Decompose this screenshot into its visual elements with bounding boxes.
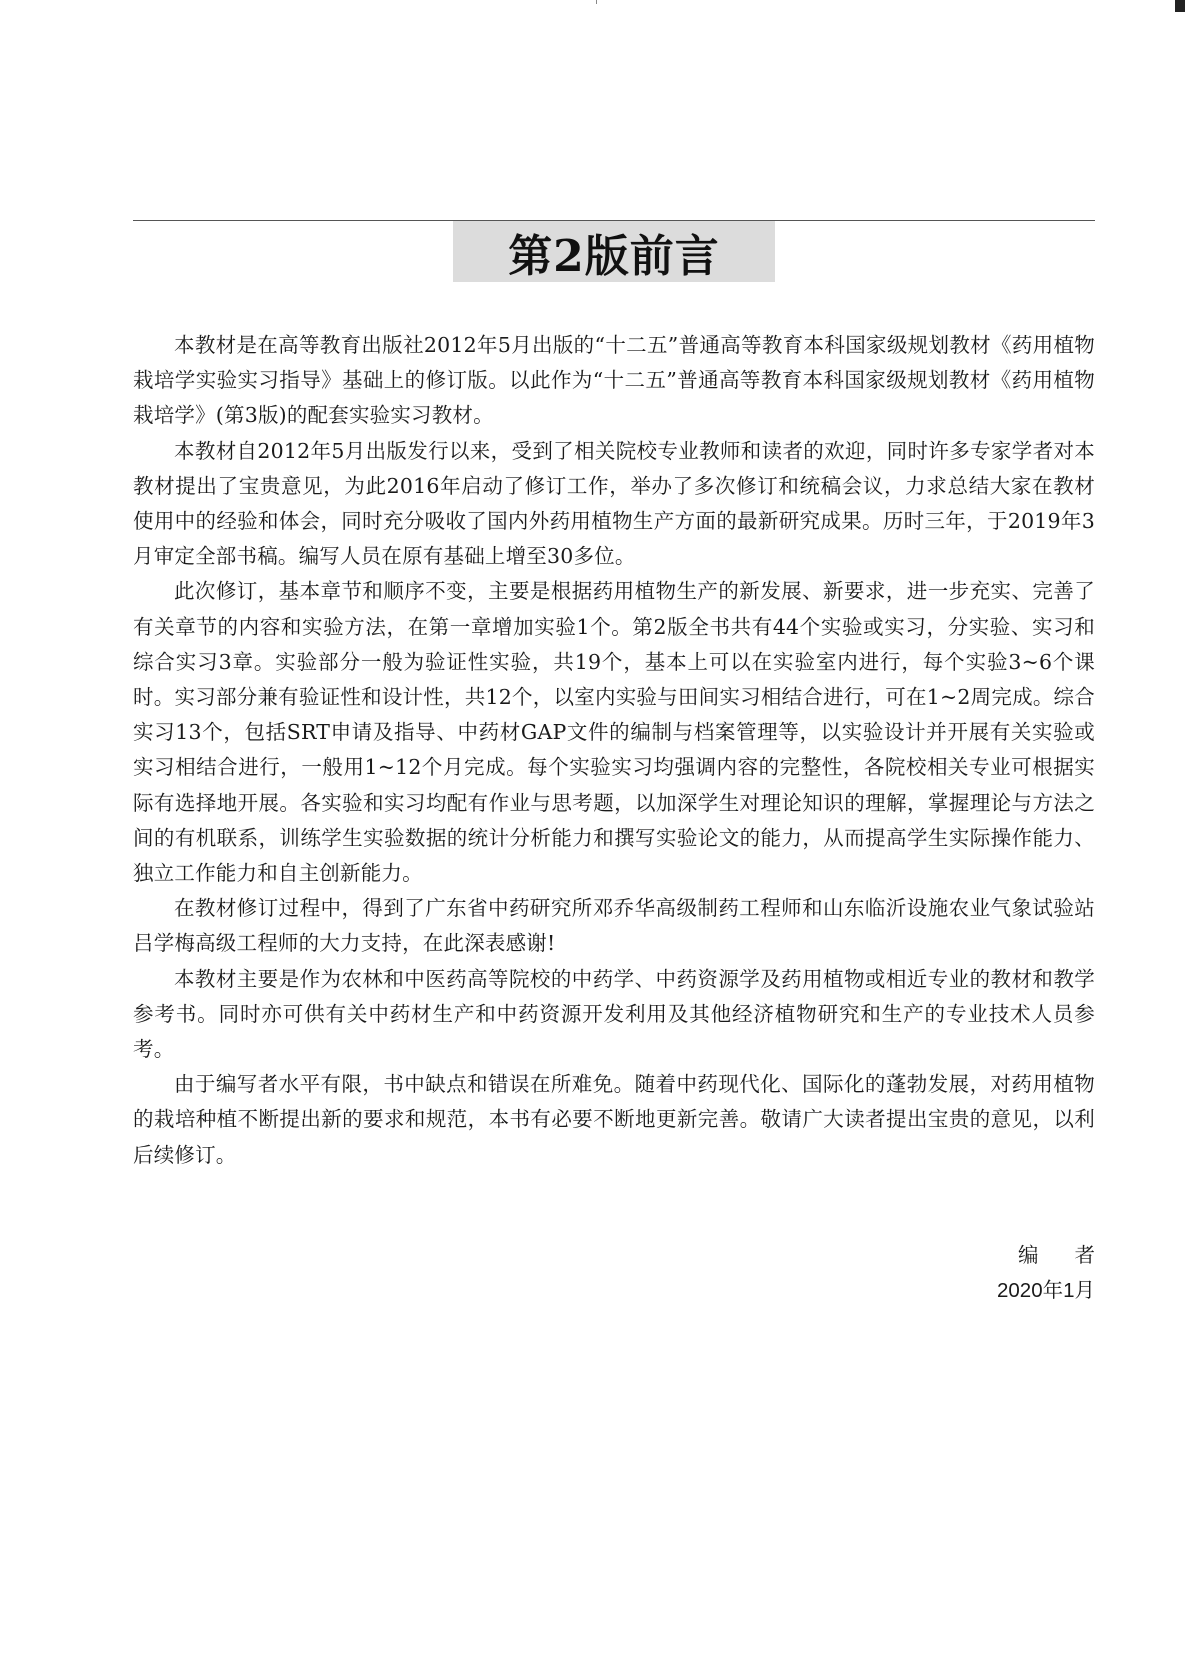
paragraph: 本教材是在高等教育出版社2012年5月出版的“十二五”普通高等教育本科国家级规划教材《药用植物栽培学实验实习指导》基础上的修订版。以此作为“十二五”普通高等教育本科国家级规划教材《药用植物栽培学》(第3版)的配套实验实习教材。: [133, 333, 1095, 428]
preface-body: [133, 328, 1095, 1173]
signature-author: 编者: [1018, 1243, 1131, 1267]
signature-date: 2020年1月: [996, 1279, 1095, 1302]
paragraph: 本教材自2012年5月出版发行以来，受到了相关院校专业教师和读者的欢迎，同时许多专家学者对本教材提出了宝贵意见，为此2016年启动了修订工作，举办了多次修订和统稿会议，力求总结大家在教材使用中的经验和体会，同时充分吸收了国内外药用植物生产方面的最新研究成果。历时三年，于2019年3月审定全部书稿。编写人员在原有基础上增至30多位。: [133, 438, 1095, 569]
page-title: 第2版前言: [508, 230, 720, 282]
page-corner-mark: [1175, 0, 1185, 12]
paragraph: 由于编写者水平有限，书中缺点和错误在所难免。随着中药现代化、国际化的蓬勃发展，对药用植物的栽培种植不断提出新的要求和规范，本书有必要不断地更新完善。敬请广大读者提出宝贵的意见，以利后续修订。: [133, 1072, 1095, 1167]
paragraph: 本教材主要是作为农林和中医药高等院校的中药学、中药资源学及药用植物或相近专业的教材和教学参考书。同时亦可供有关中药材生产和中药资源开发利用及其他经济植物研究和生产的专业技术人员参考。: [133, 966, 1095, 1062]
signature-block: [996, 1238, 1131, 1308]
page-top-tick: [596, 0, 597, 4]
paragraph: 此次修订，基本章节和顺序不变，主要是根据药用植物生产的新发展、新要求，进一步充实、完善了有关章节的内容和实验方法，在第一章增加实验1个。第2版全书共有44个实验或实习，分实验、实习和综合实习3章。实验部分一般为验证性实验，共19个，基本上可以在实验室内进行，每个实验3~6个课时。实习部分兼有验证性和设计性，共12个，以室内实验与田间实习相结合进行，可在1~2周完成。综合实习13个，包括SRT申请及指导、中药材GAP文件的编制与档案管理等，以实验设计并开展有关实验或实习相结合进行，一般用1~12个月完成。每个实验实习均强调内容的完整性，各院校相关专业可根据实际有选择地开展。各实验和实习均配有作业与思考题，以加深学生对理论知识的理解，掌握理论与方法之间的有机联系，训练学生实验数据的统计分析能力和撰写实验论文的能力，从而提高学生实际操作能力、独立工作能力和自主创新能力。: [133, 579, 1095, 886]
title-banner: [453, 221, 775, 282]
paragraph: 在教材修订过程中，得到了广东省中药研究所邓乔华高级制药工程师和山东临沂设施农业气象试验站吕学梅高级工程师的大力支持，在此深表感谢!: [133, 896, 1095, 956]
